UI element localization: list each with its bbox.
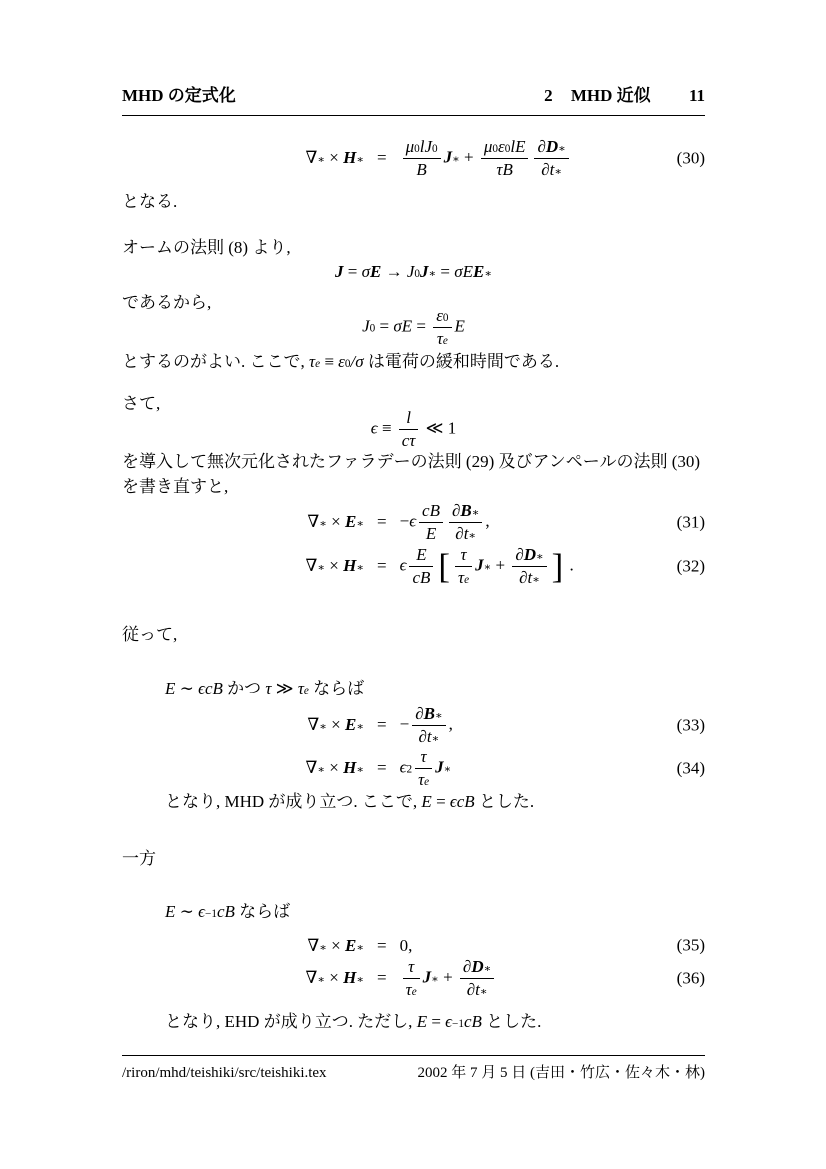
section-title: MHD 近似 <box>570 86 651 105</box>
equation-j0: J0 = σE = $\frac{\varepsilon 0}{\tau e}$ E <box>362 306 465 349</box>
paragraph-tosuru-post: は電荷の緩和時間である. <box>363 352 560 371</box>
equation-34-number: (34) <box>676 758 705 778</box>
equation-36-equals: = <box>377 968 387 988</box>
paragraph-shitagatte: 従って, <box>122 625 178 644</box>
section-header <box>544 84 705 109</box>
equation-31-number: (31) <box>676 512 705 532</box>
page-number: 11 <box>688 86 705 105</box>
paragraph-ohm-intro: オームの法則 (8) より, <box>122 238 291 257</box>
equation-35 <box>122 934 705 959</box>
inline-math-tau-def: τe ≡ ε0/σ <box>309 352 364 371</box>
equation-33 <box>122 704 705 747</box>
paragraph-tosuru <box>122 350 705 375</box>
footer-source-path: /riron/mhd/teishiki/src/teishiki.tex <box>122 1065 327 1081</box>
equation-36-rhs: $\frac{\tau}{\tau e}$ J∗ + $\frac{\partial D∗}{\partial t∗}$ <box>400 957 705 1000</box>
equation-32 <box>122 545 705 588</box>
equation-ohm: J = σE → J0J∗ = σEE∗ <box>335 262 492 281</box>
equation-30-equals: = <box>377 148 387 168</box>
condition-mhd: E ∼ ϵcB かつ τ ≫ τe ならば <box>165 679 365 698</box>
page-footer <box>122 1055 705 1085</box>
equation-32-lhs: ∇∗ × H∗ <box>305 556 364 576</box>
equation-30 <box>122 137 705 180</box>
equation-34 <box>122 747 705 790</box>
equation-34-lhs: ∇∗ × H∗ <box>305 758 364 778</box>
equation-31-equals: = <box>377 512 387 532</box>
equation-31-rhs: −ϵ $\frac{cB}{E}$ $\frac{\partial B∗}{\partial t∗}$ , <box>399 501 490 544</box>
equation-32-number: (32) <box>676 556 705 576</box>
equation-30-lhs: ∇∗ × H∗ <box>305 148 364 168</box>
result-ehd: となり, EHD が成り立つ. ただし, $E = \epsilon^{-1}cB$ とした. <box>165 1012 542 1031</box>
equation-36-lhs: ∇∗ × H∗ <box>305 968 364 988</box>
equation-35-equals: = <box>377 936 387 955</box>
equation-36-number: (36) <box>676 968 705 988</box>
equation-35-rhs: 0, <box>399 936 413 955</box>
equation-36 <box>122 957 705 1000</box>
page-header <box>122 84 705 116</box>
paragraph-faraday-rewrite: を導入して無次元化されたファラデーの法則 (29) 及びアンペールの法則 (30) を書き直すと, <box>122 452 701 496</box>
equation-33-equals: = <box>377 715 387 735</box>
equation-32-rhs: ϵ $\frac{E}{cB}$ [ $\frac{\tau}{\tau e}$ J∗ + $\frac{\partial D∗}{\partial t∗}$ ] . <box>399 545 574 588</box>
equation-30-rhs: $\frac{\mu 0lJ0}{B}$ J∗ + $\frac{\mu 0\varepsilon 0lE}{\tau B}$ $\frac{\partial D∗}{\partial t∗}$ <box>400 137 705 180</box>
paragraph-sate: さて, <box>122 394 161 413</box>
equation-32-equals: = <box>377 556 387 576</box>
paragraph-dearukara: であるから, <box>122 293 212 312</box>
equation-31 <box>122 501 705 544</box>
equation-33-number: (33) <box>676 715 705 735</box>
page-content <box>122 0 705 1169</box>
paragraph-tonaru: となる. <box>122 192 178 211</box>
equation-33-rhs: − $\frac{\partial B∗}{\partial t∗}$ , <box>399 704 453 747</box>
paragraph-tosuru-pre: とするのがよい. ここで, <box>122 352 309 371</box>
equation-34-equals: = <box>377 758 387 778</box>
condition-ehd: E ∼ $\epsilon^{-1}cB$ ならば <box>165 902 291 921</box>
equation-33-lhs: ∇∗ × E∗ <box>307 715 364 735</box>
footer-date-authors: 2002 年 7 月 5 日 (吉田・竹広・佐々木・林) <box>417 1065 705 1081</box>
equation-31-lhs: ∇∗ × E∗ <box>307 512 364 532</box>
equation-35-number: (35) <box>676 935 705 955</box>
result-mhd: となり, MHD が成り立つ. ここで, E = ϵcB とした. <box>165 792 535 811</box>
equation-epsilon-def: ϵ ≡ $\frac{l}{c\tau}$ ≪ 1 <box>370 408 457 451</box>
equation-35-lhs: ∇∗ × E∗ <box>307 936 364 955</box>
section-number: 2 <box>544 86 553 105</box>
equation-30-number: (30) <box>676 148 705 168</box>
equation-34-rhs: $\epsilon^2$ $\frac{\tau}{\tau e}$ J∗ <box>399 747 452 790</box>
paragraph-ippou: 一方 <box>122 849 156 868</box>
running-title: MHD の定式化 <box>122 86 236 105</box>
